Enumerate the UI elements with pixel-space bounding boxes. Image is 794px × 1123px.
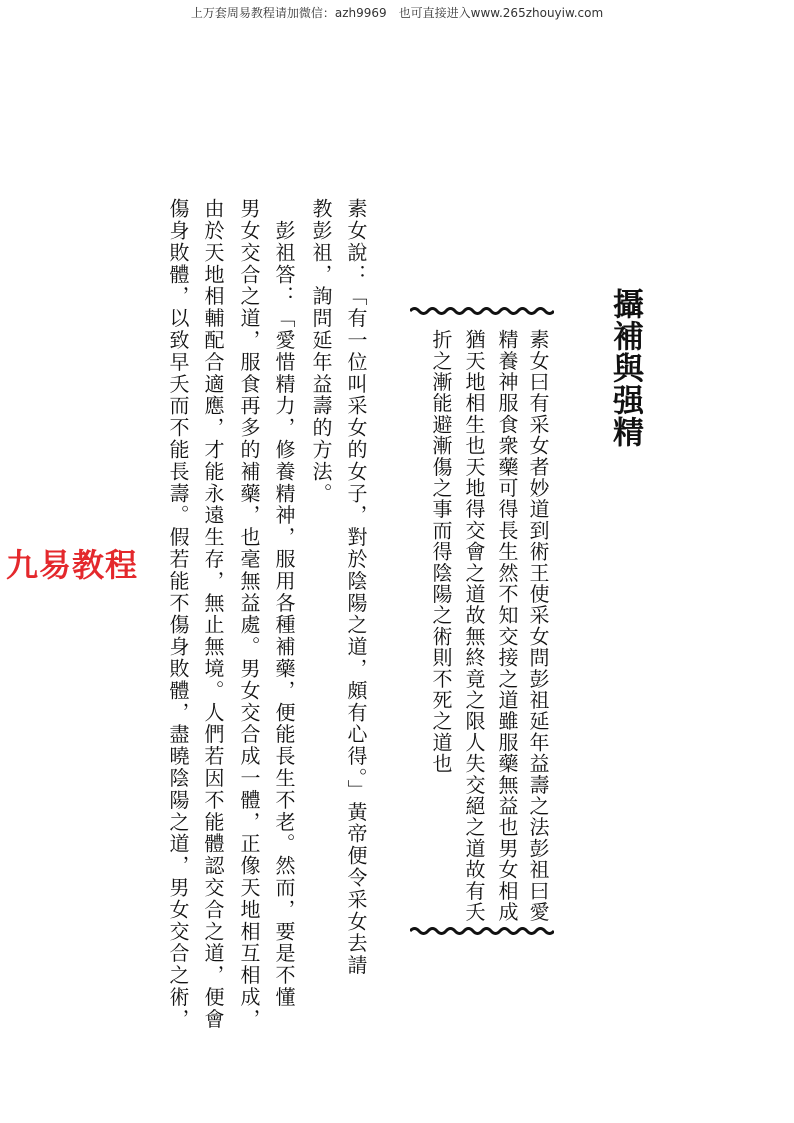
translation-column-4: 男女交合之道，服食再多的補藥，也毫無益處。男女交合成一體，正像天地相互相成， bbox=[237, 198, 261, 1031]
translation-column-6: 傷身敗體，以致早夭而不能長壽。假若能不傷身敗體，盡曉陰陽之道，男女交合之術， bbox=[166, 198, 190, 1031]
section-title: 攝補與强精 bbox=[607, 288, 643, 448]
classical-text-box bbox=[406, 306, 554, 936]
watermark-logo: 九易教程 bbox=[6, 546, 139, 584]
translation-column-3: 彭祖答：「愛惜精力，修養精神，服用各種補藥，便能長生不老。然而，要是不懂 bbox=[272, 198, 296, 1009]
page-header-notice: 上万套周易教程请加微信：azh9969 也可直接进入www.265zhouyiw.com bbox=[190, 6, 604, 20]
wave-border-top bbox=[410, 306, 554, 316]
classical-column-3: 猶天地相生也天地得交會之道故無終竟之限人失交絕之道故有夭 bbox=[462, 329, 486, 923]
translation-column-1: 素女說：「有一位叫采女的女子，對於陰陽之道，頗有心得。」黃帝便令采女去請 bbox=[344, 198, 368, 977]
classical-column-1: 素女曰有采女者妙道到術王使采女問彭祖延年益壽之法彭祖曰愛 bbox=[526, 329, 550, 923]
classical-column-2: 精養神服食衆藥可得長生然不知交接之道雖服藥無益也男女相成 bbox=[495, 329, 519, 923]
wave-border-bottom bbox=[410, 926, 554, 936]
classical-column-4: 折之漸能避漸傷之事而得陰陽之術則不死之道也 bbox=[429, 329, 453, 775]
translation-column-2: 教彭祖，詢問延年益壽的方法。 bbox=[309, 198, 333, 505]
translation-column-5: 由於天地相輔配合適應，才能永遠生存，無止無境。人們若因不能體認交合之道，便會 bbox=[201, 198, 225, 1031]
